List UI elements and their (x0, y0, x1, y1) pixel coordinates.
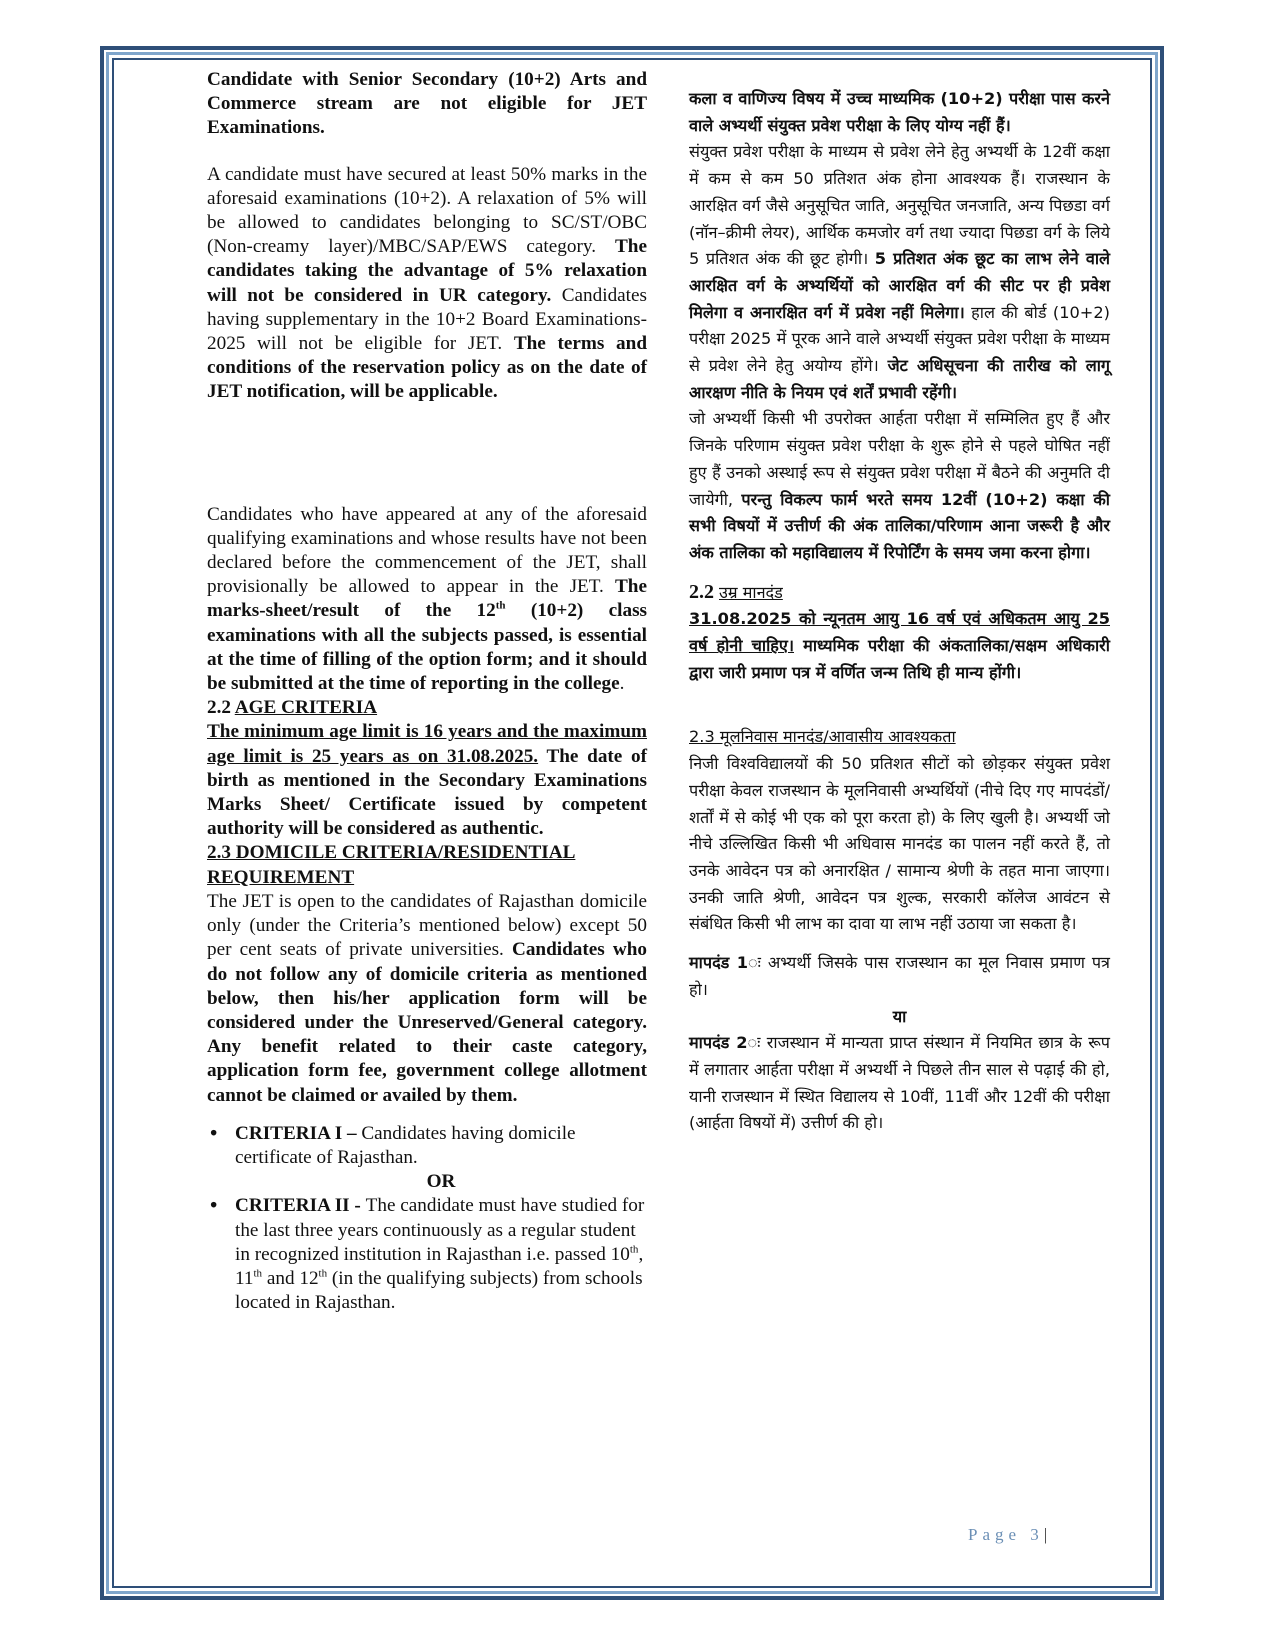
hi-marks-requirement-paragraph (689, 139, 1110, 406)
criteria-2-text-a: The candidate must have studied for the last three years continuously as a regular student in recognized institution in Rajasthan i.e. passed 10 (235, 1195, 645, 1265)
or-separator: OR (426, 1171, 456, 1193)
criteria-1-label: CRITERIA I – (235, 1122, 362, 1144)
criteria-2-label: CRITERIA II - (235, 1195, 366, 1217)
hi-or-separator: या (892, 1006, 907, 1026)
hi-criteria-2-text: ः राजस्थान में मान्यता प्राप्त संस्थान में नियमित छात्र के रूप में लगातार आर्हता परीक्षा में अभ्यर्थी ने पिछले तीन साल से पढ़ाई की हो, यानी राजस्थान में स्थित विद्यालय से 10वीं, 11वीं और 12वीं की परीक्षा (आर्हता विषयों में) उत्तीर्ण की हो। (689, 1033, 1110, 1133)
english-column (207, 68, 647, 1315)
hi-provisional-text: जो अभ्यर्थी किसी भी उपरोक्त आर्हता परीक्षा में सम्मिलित हुए हैं और जिनके परिणाम संयुक्त प्रवेश परीक्षा के शुरू होने से पहले घोषित नहीं हुए हैं उनको अस्थाई रूप से संयुक्त प्रवेश परीक्षा में बैठने की अनुमति दी जायेगी, (689, 409, 1110, 509)
domicile-paragraph (207, 890, 647, 1108)
hi-domicile-paragraph: निजी विश्वविद्यालयों की 50 प्रतिशत सीटों को छोड़कर संयुक्त प्रवेश परीक्षा केवल राजस्थान के मूलनिवासी अभ्यर्थियों (नीचे दिए गए मापदंडों/शर्तों में से कोई भी एक को पूरा करता हो) के लिए खुली है। अभ्यर्थी जो नीचे उल्लिखित किसी भी अधिवास मानदंड का पालन नहीं करते हैं, तो उनके आवेदन पत्र को अनारक्षित / सामान्य श्रेणी के तहत माना जाएगा। उनकी जाति श्रेणी, आवेदन पत्र शुल्क, सरकारी कॉलेज आवंटन से संबंधित किसी भी लाभ का दावा या लाभ नहीं उठाया जा सकता है। (689, 754, 1110, 934)
bullet-icon: • (208, 1194, 220, 1218)
hindi-column (689, 86, 1110, 1137)
age-limit-text: The minimum age limit is 16 years and the maximum age limit is 25 years as on 31.08.2025. (207, 721, 647, 767)
hi-criteria-1-label: मापदंड 1 (689, 953, 749, 973)
footer-separator: | (1043, 1525, 1048, 1544)
hi-domicile-heading: 2.3 मूलनिवास मानदंड/आवासीय आवश्यकता (689, 727, 956, 747)
hi-criteria-2-item (689, 1030, 1110, 1137)
criteria-1-item (207, 1122, 647, 1170)
hi-age-section-title: उम्र मानदंड (719, 582, 783, 602)
criteria-2-sup-1: th (629, 1243, 639, 1256)
provisional-appearance-paragraph (207, 503, 647, 697)
criteria-2-sup-3: th (318, 1267, 328, 1280)
hi-criteria-1-item (689, 950, 1110, 1003)
criteria-2-text-b: , 11 (235, 1243, 644, 1289)
domicile-heading: 2.3 DOMICILE CRITERIA/RESIDENTIAL REQUIREMENT (207, 842, 576, 888)
eligibility-note: Candidate with Senior Secondary (10+2) Arts and Commerce stream are not eligible for JET Examinations. (207, 69, 647, 139)
hi-age-criteria-heading (689, 579, 1110, 607)
hi-eligibility-note: कला व वाणिज्य विषय में उच्च माध्यमिक (10+2) परीक्षा पास करने वाले अभ्यर्थी संयुक्त प्रवेश परीक्षा के लिए योग्य नहीं हैं। (689, 89, 1110, 135)
criteria-2-sup-2: th (253, 1267, 263, 1280)
bullet-icon: • (208, 1121, 220, 1145)
domicile-text: The JET is open to the candidates of Rajasthan domicile only (under the Criteria’s mentioned below) except 50 per cent seats of private universities. (207, 890, 647, 961)
marks-requirement-paragraph (207, 163, 647, 405)
hi-relaxation-note: 5 प्रतिशत अंक छूट का लाभ लेने वाले आरक्षित वर्ग के अभ्यर्थियों को आरक्षित वर्ग की सीट पर ही प्रवेश मिलेगा व अनारक्षित वर्ग में प्रवेश नहीं मिलेगा। (689, 249, 1110, 322)
hi-marks-text: संयुक्त प्रवेश परीक्षा के माध्यम से प्रवेश लेने हेतु अभ्यर्थी के 12वीं कक्षा में कम से कम 50 प्रतिशत अंक होना आवश्यक हैं। राजस्थान के आरक्षित वर्ग जैसे अनुसूचित जाति, अनुसूचित जनजाति, अन्य पिछडा वर्ग (नॉन–क्रीमी लेयर), आर्थिक कमजोर वर्ग तथा ज्यादा पिछडा वर्ग के लिये 5 प्रतिशत अंक की छूट होगी। (689, 142, 1110, 269)
dob-text: The date of birth as mentioned in the Secondary Examinations Marks Sheet/ Certificate issued by competent authority will be considered as authentic. (207, 745, 647, 840)
hi-criteria-1-text: ः अभ्यर्थी जिसके पास राजस्थान का मूल निवास प्रमाण पत्र हो। (689, 953, 1110, 999)
age-section-number: 2.2 (207, 697, 235, 719)
relaxation-note: The candidates taking the advantage of 5% relaxation will not be considered in UR category. (207, 236, 647, 306)
domicile-note: Candidates who do not follow any of domicile criteria as mentioned below, then his/her application form will be considered under the Unreserved/General category. Any benefit related to their caste category, application form fee, government college allotment cannot be claimed or availed by them. (207, 939, 647, 1106)
criteria-1-text: Candidates having domicile certificate of Rajasthan. (235, 1122, 576, 1168)
hi-criteria-2-label: मापदंड 2 (689, 1033, 748, 1053)
provisional-text: Candidates who have appeared at any of the aforesaid qualifying examinations and whose results have not been declared before the commencement of the JET, shall provisionally be allowed to appear in the JET. (207, 503, 647, 598)
hi-age-criteria-paragraph (689, 606, 1110, 686)
criteria-2-text-d: (in the qualifying subjects) from schools located in Rajasthan. (235, 1267, 643, 1314)
hi-reservation-policy-note: जेट अधिसूचना की तारीख को लागू आरक्षण नीति के नियम एवं शर्तें प्रभावी रहेंगी। (689, 356, 1111, 402)
page-number-footer (968, 1525, 1047, 1545)
age-section-title: AGE CRITERIA (234, 697, 378, 719)
criteria-2-item (207, 1194, 647, 1315)
supplementary-note: Candidates having supplementary in the 10+2 Board Examinations-2025 will not be eligible for JET. (207, 284, 647, 355)
marksheet-note-part2: (10+2) class examinations with all the subjects passed, is essential at the time of filling of the option form; and it should be submitted at the time of reporting in the college (207, 600, 647, 695)
hi-age-limit-text: 31.08.2025 को न्यूनतम आयु 16 वर्ष एवं अधिकतम आयु 25 वर्ष होनी चाहिए। (689, 609, 1110, 656)
reservation-policy-note: The terms and conditions of the reservation policy as on the date of JET notification, will be applicable. (207, 333, 647, 403)
hi-dob-text: माध्यमिक परीक्षा की अंकतालिका/सक्षम अधिकारी द्वारा जारी प्रमाण पत्र में वर्णित जन्म तिथि ही मान्य होंगी। (689, 636, 1110, 682)
hi-provisional-appearance-paragraph (689, 406, 1110, 566)
marksheet-sup: th (495, 600, 506, 613)
page-number: Page 3 (968, 1525, 1044, 1544)
marksheet-period: . (619, 673, 625, 695)
marksheet-note-part1: The marks-sheet/result of the 12 (207, 576, 647, 622)
hi-age-section-number: 2.2 (689, 580, 719, 603)
marks-text: A candidate must have secured at least 50% marks in the aforesaid examinations (10+2). A relaxation of 5% will be allowed to candidates belonging to SC/ST/OBC (Non-creamy layer)/MBC/SAP/EWS category. (207, 163, 647, 258)
hi-marksheet-note: परन्तु विकल्प फार्म भरते समय 12वीं (10+2) कक्षा की सभी विषयों में उत्तीर्ण की अंक तालिका/परिणाम आना जरूरी है और अंक तालिका को महाविद्यालय में रिपोर्टिंग के समय जमा करना होगा। (689, 489, 1110, 562)
criteria-2-text-c: and 12 (262, 1267, 319, 1289)
age-criteria-heading (207, 696, 647, 720)
hi-supplementary-note: हाल की बोर्ड (10+2) परीक्षा 2025 में पूरक आने वाले अभ्यर्थी संयुक्त प्रवेश परीक्षा के माध्यम से प्रवेश लेने हेतु अयोग्य होंगे। (689, 302, 1110, 376)
age-criteria-paragraph (207, 720, 647, 841)
